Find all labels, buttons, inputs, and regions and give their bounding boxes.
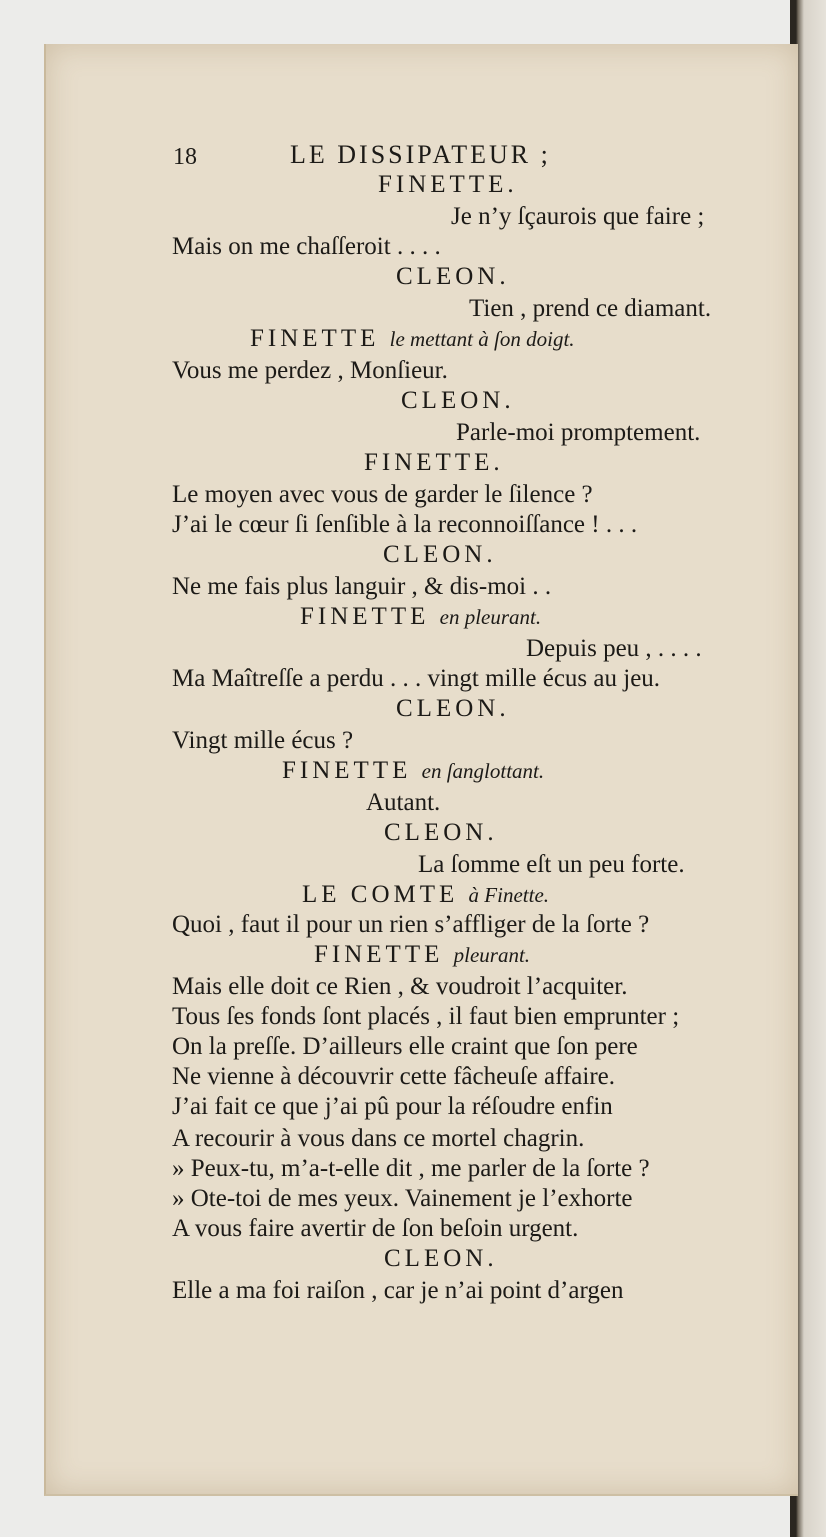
page-number: 18 — [173, 144, 197, 170]
verse-line: A recourir à vous dans ce mortel chagrin. — [172, 1125, 585, 1152]
speaker-name: FINETTE — [300, 603, 430, 630]
stage-direction: le mettant à ſon doigt. — [389, 327, 575, 351]
speaker-with-direction — [282, 756, 544, 786]
speaker-name: FINETTE — [314, 941, 444, 968]
speaker-name: FINETTE. — [378, 171, 518, 198]
running-title: LE DISSIPATEUR ; — [290, 140, 551, 169]
verse-line: Tous ſes fonds ſont placés , il faut bien emprunter ; — [172, 1003, 680, 1030]
verse-line: Je n’y ſçaurois que faire ; — [451, 203, 705, 230]
verse-line: Mais on me chaſſeroit . . . . — [172, 233, 441, 260]
verse-line: La ſomme eſt un peu forte. — [418, 851, 685, 878]
speaker-with-direction — [314, 940, 530, 970]
speaker-name: FINETTE — [250, 325, 380, 352]
speaker-name: CLEON. — [383, 541, 497, 568]
speaker-name: CLEON. — [401, 387, 515, 414]
verse-line: J’ai le cœur ſi ſenſible à la reconnoiſſance ! . . . — [172, 511, 638, 538]
speaker-with-direction — [302, 880, 549, 910]
speaker-name: FINETTE. — [364, 449, 504, 476]
stage-direction: en ſanglottant. — [421, 759, 545, 783]
verse-line: Vingt mille écus ? — [172, 727, 354, 754]
stage-direction: pleurant. — [453, 943, 531, 967]
speaker-with-direction — [300, 602, 541, 632]
verse-line: Ne vienne à découvrir cette fâcheuſe affaire. — [172, 1063, 616, 1090]
verse-line: On la preſſe. D’ailleurs elle craint que ſon pere — [172, 1033, 638, 1060]
verse-line: Elle a ma foi raiſon , car je n’ai point d’argen — [172, 1277, 624, 1304]
verse-line: Tien , prend ce diamant. — [469, 295, 712, 322]
book-page — [44, 44, 798, 1496]
verse-line: Depuis peu , . . . . — [526, 635, 702, 662]
speaker-with-direction — [250, 324, 575, 354]
verse-line: Le moyen avec vous de garder le ſilence ? — [172, 481, 593, 508]
verse-line: J’ai fait ce que j’ai pû pour la réſoudre enfin — [172, 1093, 613, 1120]
verse-line: Mais elle doit ce Rien , & voudroit l’acquiter. — [172, 973, 628, 1000]
verse-line: » Peux-tu, m’a-t-elle dit , me parler de la ſorte ? — [172, 1155, 650, 1182]
verse-line: Ne me fais plus languir , & dis-moi . . — [172, 573, 552, 600]
speaker-name: CLEON. — [384, 1245, 498, 1272]
speaker-name: LE COMTE — [302, 881, 459, 908]
verse-line: Vous me perdez , Monſieur. — [172, 357, 448, 384]
verse-line: Ma Maîtreſſe a perdu . . . vingt mille écus au jeu. — [172, 665, 661, 692]
speaker-name: CLEON. — [384, 819, 498, 846]
stage-direction: en pleurant. — [439, 605, 542, 629]
verse-line: Autant. — [366, 789, 441, 816]
verse-line: » Ote-toi de mes yeux. Vainement je l’exhorte — [172, 1185, 633, 1212]
verse-line: A vous faire avertir de ſon beſoin urgent. — [172, 1215, 579, 1242]
speaker-name: FINETTE — [282, 757, 412, 784]
stage-direction: à Finette. — [468, 883, 550, 907]
speaker-name: CLEON. — [396, 263, 510, 290]
verse-line: Parle-moi promptement. — [456, 419, 701, 446]
page-text — [46, 44, 798, 1494]
speaker-name: CLEON. — [396, 695, 510, 722]
verse-line: Quoi , faut il pour un rien s’affliger de la ſorte ? — [172, 911, 650, 938]
